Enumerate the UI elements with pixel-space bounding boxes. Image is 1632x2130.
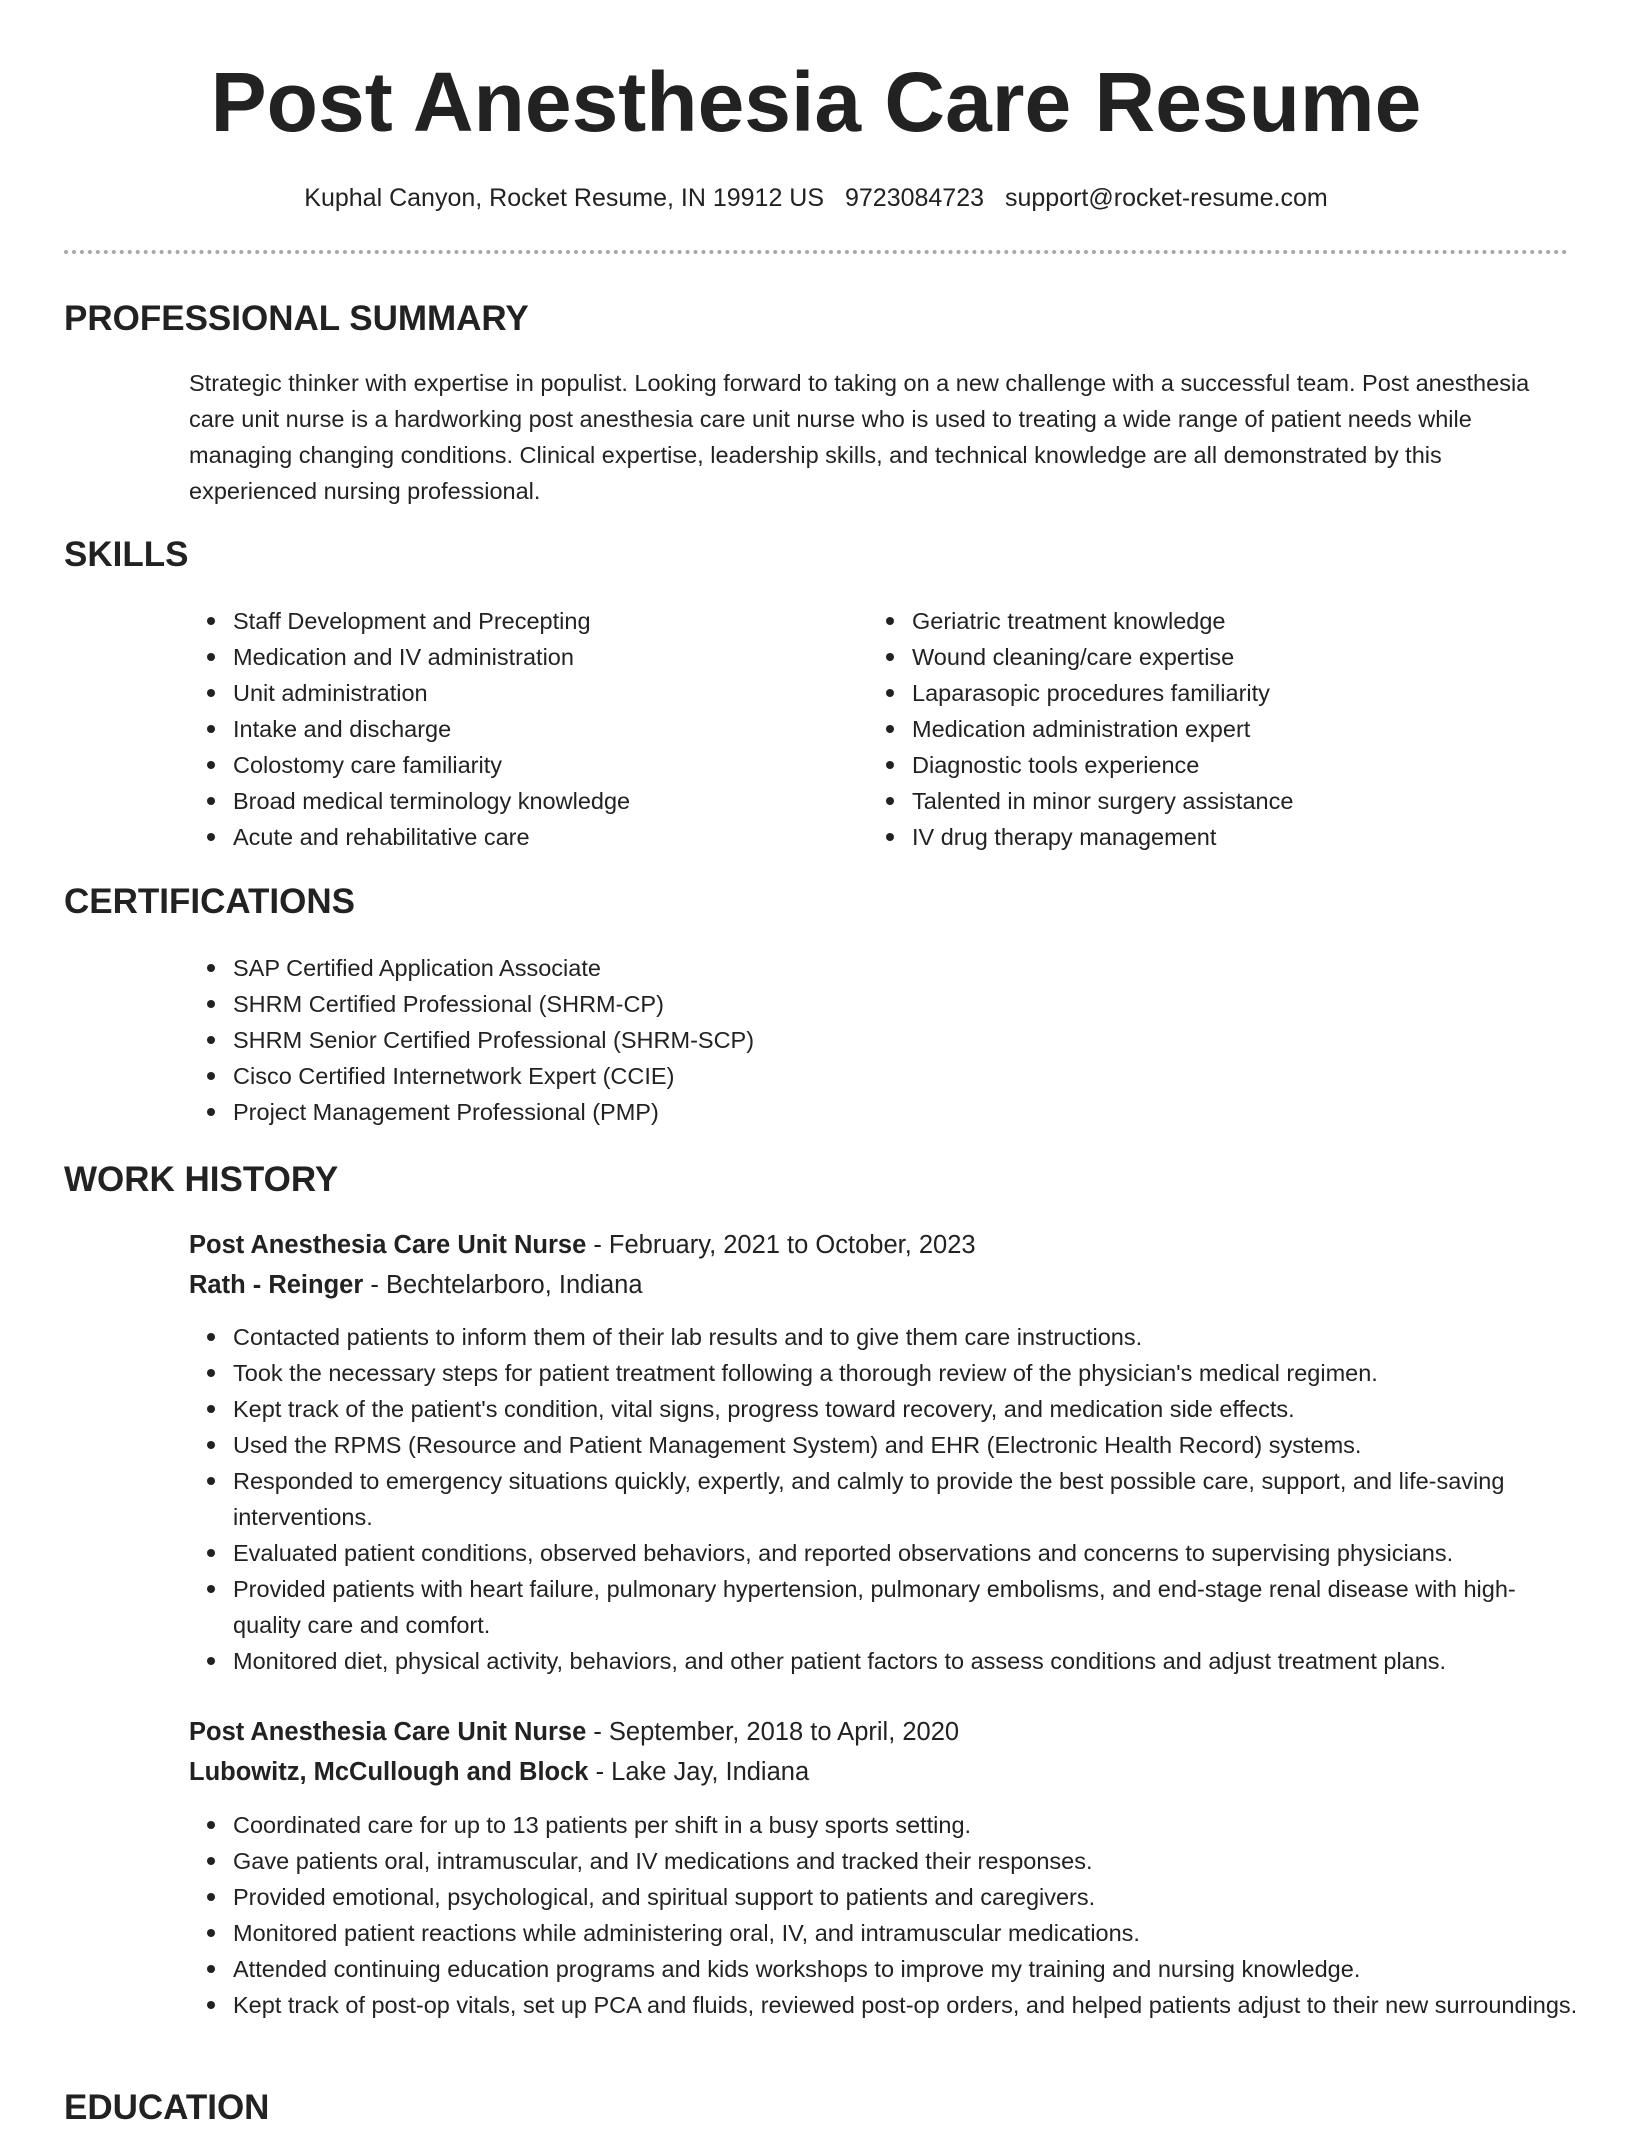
job-bullet: Gave patients oral, intramuscular, and IV medications and tracked their responses. <box>233 1843 1578 1879</box>
job-bullet: Evaluated patient conditions, observed behaviors, and reported observations and concerns to supervising physicians. <box>233 1535 1578 1571</box>
contact-phone: 9723084723 <box>844 184 985 212</box>
job-title-line <box>189 1712 959 1752</box>
job-dates: - September, 2018 to April, 2020 <box>586 1718 960 1746</box>
summary-heading: PROFESSIONAL SUMMARY <box>64 299 529 338</box>
resume-title: Post Anesthesia Care Resume <box>210 55 1422 149</box>
job-bullets <box>189 1807 1578 2023</box>
job-location: - Lake Jay, Indiana <box>588 1758 810 1786</box>
certification-item: Cisco Certified Internetwork Expert (CCIE) <box>233 1058 1133 1094</box>
skill-item: Medication administration expert <box>912 711 1552 747</box>
job-bullet: Responded to emergency situations quickly, expertly, and calmly to provide the best possible care, support, and life-saving interventions. <box>233 1463 1578 1535</box>
job-company: Lubowitz, McCullough and Block <box>189 1758 589 1786</box>
skills-list-left <box>189 603 853 855</box>
contact-address: Kuphal Canyon, Rocket Resume, IN 19912 US <box>304 184 825 212</box>
work-history-heading: WORK HISTORY <box>64 1160 339 1199</box>
header-divider <box>64 250 1568 254</box>
certification-item: SHRM Senior Certified Professional (SHRM-SCP) <box>233 1022 1133 1058</box>
skill-item: Intake and discharge <box>233 711 853 747</box>
job-bullet: Kept track of the patient's condition, vital signs, progress toward recovery, and medication side effects. <box>233 1391 1578 1427</box>
skill-item: Broad medical terminology knowledge <box>233 783 853 819</box>
job-dates: - February, 2021 to October, 2023 <box>586 1231 976 1259</box>
certification-item: SAP Certified Application Associate <box>233 950 1133 986</box>
job-bullet: Took the necessary steps for patient treatment following a thorough review of the physician's medical regimen. <box>233 1355 1578 1391</box>
job-bullet: Used the RPMS (Resource and Patient Management System) and EHR (Electronic Health Record) systems. <box>233 1427 1578 1463</box>
job-bullet: Kept track of post-op vitals, set up PCA and fluids, reviewed post-op orders, and helped patients adjust to their new surroundings. <box>233 1987 1578 2023</box>
job-bullet: Provided emotional, psychological, and spiritual support to patients and caregivers. <box>233 1879 1578 1915</box>
job-title: Post Anesthesia Care Unit Nurse <box>189 1718 587 1746</box>
job-bullet: Monitored patient reactions while administering oral, IV, and intramuscular medications. <box>233 1915 1578 1951</box>
job-title-line <box>189 1225 976 1265</box>
skills-list-right <box>868 603 1552 855</box>
job-title: Post Anesthesia Care Unit Nurse <box>189 1231 587 1259</box>
job-bullet: Provided patients with heart failure, pulmonary hypertension, pulmonary embolisms, and end-stage renal disease with high-quality care and comfort. <box>233 1571 1578 1643</box>
job-bullets <box>189 1319 1578 1679</box>
job-location: - Bechtelarboro, Indiana <box>363 1271 643 1299</box>
contact-line <box>0 180 1632 216</box>
contact-email: support@rocket-resume.com <box>1004 184 1328 212</box>
skill-item: Laparasopic procedures familiarity <box>912 675 1552 711</box>
skill-item: Colostomy care familiarity <box>233 747 853 783</box>
skill-item: Wound cleaning/care expertise <box>912 639 1552 675</box>
job-bullet: Contacted patients to inform them of their lab results and to give them care instructions. <box>233 1319 1578 1355</box>
job-company: Rath - Reinger <box>189 1271 364 1299</box>
skill-item: Unit administration <box>233 675 853 711</box>
summary-text: Strategic thinker with expertise in populist. Looking forward to taking on a new challenge with a successful team. Post anesthesia care unit nurse is a hardworking post anesthesia care unit nurse who is used to treating a wide range of patient needs while managing changing conditions. Clinical expertise, leadership skills, and technical knowledge are all demonstrated by this experienced nursing professional. <box>189 370 1530 504</box>
education-heading: EDUCATION <box>64 2088 270 2127</box>
skill-item: Geriatric treatment knowledge <box>912 603 1552 639</box>
skills-heading: SKILLS <box>64 535 189 574</box>
skill-item: Acute and rehabilitative care <box>233 819 853 855</box>
skill-item: IV drug therapy management <box>912 819 1552 855</box>
skill-item: Staff Development and Precepting <box>233 603 853 639</box>
job-bullet: Attended continuing education programs and kids workshops to improve my training and nursing knowledge. <box>233 1951 1578 1987</box>
job-company-line <box>189 1752 809 1792</box>
certification-item: SHRM Certified Professional (SHRM-CP) <box>233 986 1133 1022</box>
skill-item: Diagnostic tools experience <box>912 747 1552 783</box>
certifications-heading: CERTIFICATIONS <box>64 882 356 921</box>
skill-item: Medication and IV administration <box>233 639 853 675</box>
job-bullet: Monitored diet, physical activity, behaviors, and other patient factors to assess conditions and adjust treatment plans. <box>233 1643 1578 1679</box>
certification-item: Project Management Professional (PMP) <box>233 1094 1133 1130</box>
certifications-list <box>189 950 1133 1130</box>
skill-item: Talented in minor surgery assistance <box>912 783 1552 819</box>
job-bullet: Coordinated care for up to 13 patients per shift in a busy sports setting. <box>233 1807 1578 1843</box>
job-company-line <box>189 1265 643 1305</box>
